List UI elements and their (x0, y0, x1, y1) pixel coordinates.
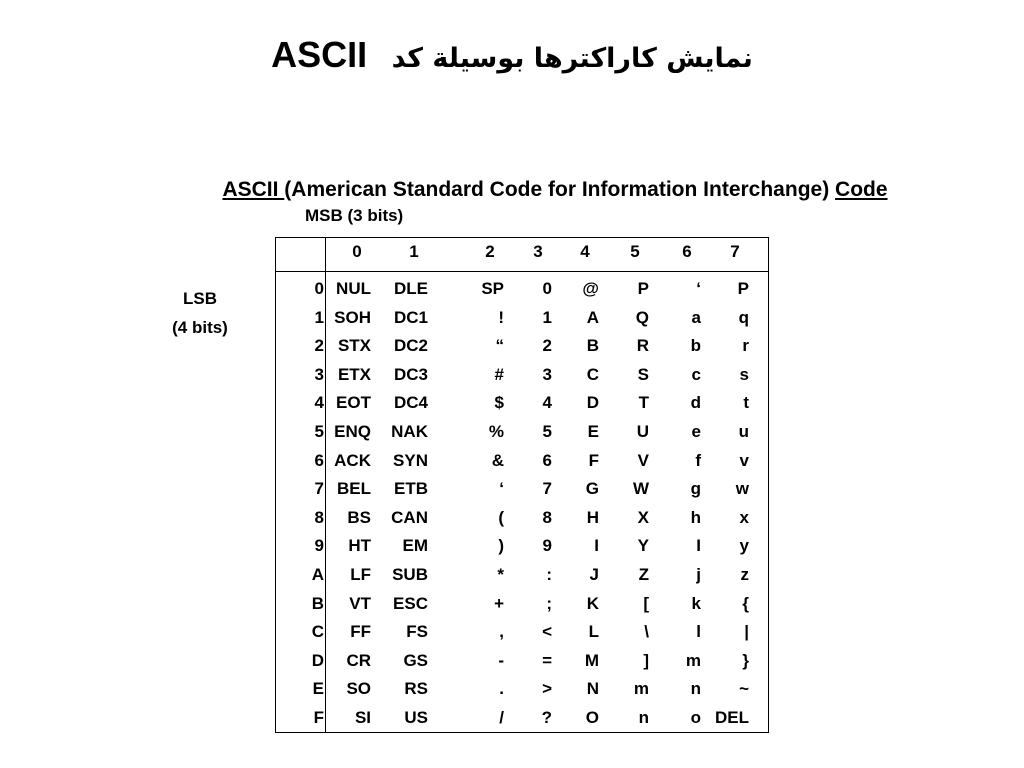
row-label-D: D (311, 650, 324, 670)
row-label-3: 3 (314, 364, 324, 384)
table-cell: } (742, 650, 749, 670)
table-cell: ( (498, 507, 504, 527)
row-label-1: 1 (314, 307, 324, 327)
table-cell: Q (635, 307, 649, 327)
table-cell: 6 (542, 450, 552, 470)
table-cell: ; (546, 593, 552, 613)
table-cell: > (542, 679, 552, 699)
table-cell: y (739, 536, 749, 556)
table-cell: R (636, 336, 649, 356)
row-label-B: B (311, 593, 324, 613)
table-cell: K (586, 593, 599, 613)
table-cell: 8 (542, 507, 552, 527)
table-cell: ~ (739, 679, 749, 699)
table-cell: $ (494, 393, 504, 413)
table-cell: l (696, 622, 701, 642)
table-cell: DLE (394, 279, 428, 298)
table-cell: J (589, 565, 599, 584)
row-label-7: 7 (314, 479, 324, 499)
row-label-F: F (313, 708, 324, 727)
column-header-6: 6 (682, 242, 692, 261)
table-cell: f (695, 450, 701, 470)
table-cell: r (742, 336, 749, 356)
table-cell: GS (403, 650, 428, 670)
table-cell: d (690, 393, 701, 413)
table-cell: # (494, 364, 504, 384)
table-cell: ! (498, 307, 504, 327)
table-cell: L (588, 622, 599, 642)
column-header-0: 0 (352, 242, 362, 261)
table-cell: = (542, 650, 552, 670)
msb-label: MSB (3 bits) (305, 206, 404, 225)
table-cell: - (498, 650, 504, 670)
row-label-C: C (311, 622, 324, 642)
column-header-7: 7 (730, 242, 740, 261)
table-cell: D (586, 393, 599, 413)
table-cell: F (588, 450, 599, 470)
table-cell: h (690, 507, 701, 527)
subtitle-code: Code (835, 178, 888, 201)
table-cell: , (499, 622, 504, 642)
lsb-label-line2: (4 bits) (172, 318, 228, 337)
table-cell: DC4 (393, 393, 428, 413)
table-cell: | (744, 622, 749, 642)
table-cell: ESC (393, 593, 428, 613)
table-cell: STX (337, 336, 371, 356)
table-cell: I (696, 536, 701, 556)
table-cell: . (499, 679, 504, 699)
table-cell: M (584, 650, 599, 670)
table-cell: s (739, 364, 749, 384)
table-cell: SUB (392, 565, 428, 584)
table-cell: CAN (391, 507, 428, 527)
table-cell: % (488, 422, 504, 441)
table-cell: q (738, 307, 749, 327)
table-cell: P (737, 279, 749, 298)
lsb-label-line1: LSB (183, 289, 217, 308)
page-title (0, 33, 1024, 81)
table-cell: BS (347, 507, 371, 527)
table-cell: FS (406, 622, 428, 642)
table-cell: x (739, 507, 749, 527)
table-cell: b (690, 336, 701, 356)
table-cell: : (546, 565, 552, 584)
table-cell: \ (644, 622, 649, 642)
table-cell: W (632, 479, 649, 499)
table-cell: G (585, 479, 599, 499)
table-cell: { (742, 593, 749, 613)
table-cell: [ (643, 593, 649, 613)
title-persian: نمایش کاراکترها بوسیلة کد (391, 43, 753, 74)
table-cell: SP (481, 279, 504, 298)
table-cell: E (587, 422, 599, 441)
table-cell: SOH (334, 307, 371, 327)
row-label-A: A (311, 565, 324, 584)
table-cell: CR (346, 650, 371, 670)
table-cell: ACK (334, 450, 371, 470)
row-label-5: 5 (314, 422, 324, 441)
table-cell: EOT (336, 393, 371, 413)
table-cell: C (586, 364, 599, 384)
ascii-table (275, 237, 769, 733)
table-cell: < (542, 622, 552, 642)
table-cell: v (739, 450, 749, 470)
table-cell: SO (346, 679, 371, 699)
row-label-0: 0 (314, 279, 324, 298)
table-cell: SYN (393, 450, 428, 470)
row-label-6: 6 (314, 450, 324, 470)
table-cell: 9 (542, 536, 552, 556)
table-cell: @ (582, 279, 599, 298)
table-cell: H (586, 507, 599, 527)
table-cell: O (585, 708, 599, 727)
table-cell: t (743, 393, 749, 413)
table-cell: N (586, 679, 599, 699)
table-cell: T (638, 393, 649, 413)
row-label-E: E (312, 679, 324, 699)
table-cell: LF (350, 565, 371, 584)
column-header-1: 1 (409, 242, 419, 261)
table-cell: * (497, 565, 504, 584)
table-cell: S (637, 364, 649, 384)
table-cell: HT (348, 536, 371, 556)
table-cell: u (738, 422, 749, 441)
subtitle-middle: (American Standard Code for Information Interchange) (284, 178, 836, 201)
table-cell: m (685, 650, 701, 670)
table-cell: 0 (542, 279, 552, 298)
lsb-label (160, 284, 240, 342)
column-header-5: 5 (630, 242, 640, 261)
table-cell: ENQ (334, 422, 371, 441)
table-cell: ETX (337, 364, 371, 384)
table-cell: I (594, 536, 599, 556)
table-cell: j (696, 565, 701, 584)
table-cell: ‘ (696, 279, 701, 298)
table-cell: 7 (542, 479, 552, 499)
table-cell: c (691, 364, 701, 384)
row-label-4: 4 (314, 393, 324, 413)
column-header-2: 2 (485, 242, 495, 261)
table-cell: DC2 (393, 336, 428, 356)
table-cell: z (740, 565, 749, 584)
table-cell: w (735, 479, 749, 499)
table-cell: 2 (542, 336, 552, 356)
table-cell: m (633, 679, 649, 699)
table-cell: DC1 (393, 307, 428, 327)
table-cell: DC3 (393, 364, 428, 384)
table-cell: & (491, 450, 504, 470)
table-cell: P (637, 279, 649, 298)
table-cell: n (638, 708, 649, 727)
column-header-4: 4 (580, 242, 590, 261)
row-label-8: 8 (314, 507, 324, 527)
table-cell: Z (638, 565, 649, 584)
table-cell: FF (350, 622, 371, 642)
row-label-2: 2 (314, 336, 324, 356)
table-cell: + (494, 593, 504, 613)
table-cell: VT (349, 593, 371, 613)
table-cell: 5 (542, 422, 552, 441)
table-cell: B (586, 336, 599, 356)
title-ascii: ASCII (271, 34, 368, 75)
column-header-3: 3 (533, 242, 543, 261)
table-cell: k (691, 593, 701, 613)
table-cell: SI (354, 708, 371, 727)
table-cell: ] (643, 650, 649, 670)
row-label-9: 9 (314, 536, 324, 556)
table-cell: BEL (337, 479, 371, 499)
table-cell: “ (495, 336, 504, 356)
table-cell: n (690, 679, 701, 699)
table-cell: g (690, 479, 701, 499)
table-cell: NAK (391, 422, 428, 441)
table-cell: ) (498, 536, 504, 556)
table-cell: 3 (542, 364, 552, 384)
table-cell: ETB (394, 479, 428, 499)
table-cell: DEL (715, 708, 749, 727)
table-cell: A (586, 307, 599, 327)
table-cell: 4 (542, 393, 552, 413)
table-cell: X (637, 507, 649, 527)
table-cell: U (636, 422, 649, 441)
table-cell: o (690, 708, 701, 727)
table-subtitle (0, 178, 1024, 202)
table-cell: / (499, 708, 504, 727)
subtitle-ascii: ASCII (222, 178, 285, 201)
table-cell: ? (541, 708, 552, 727)
table-cell: RS (404, 679, 428, 699)
table-cell: ‘ (499, 479, 504, 499)
table-cell: a (691, 307, 701, 327)
table-cell: Y (637, 536, 649, 556)
table-cell: NUL (336, 279, 371, 298)
table-cell: e (691, 422, 701, 441)
table-cell: US (404, 708, 428, 727)
table-header-divider (276, 271, 768, 272)
table-cell: 1 (542, 307, 552, 327)
table-cell: V (637, 450, 649, 470)
table-cell: EM (402, 536, 428, 556)
